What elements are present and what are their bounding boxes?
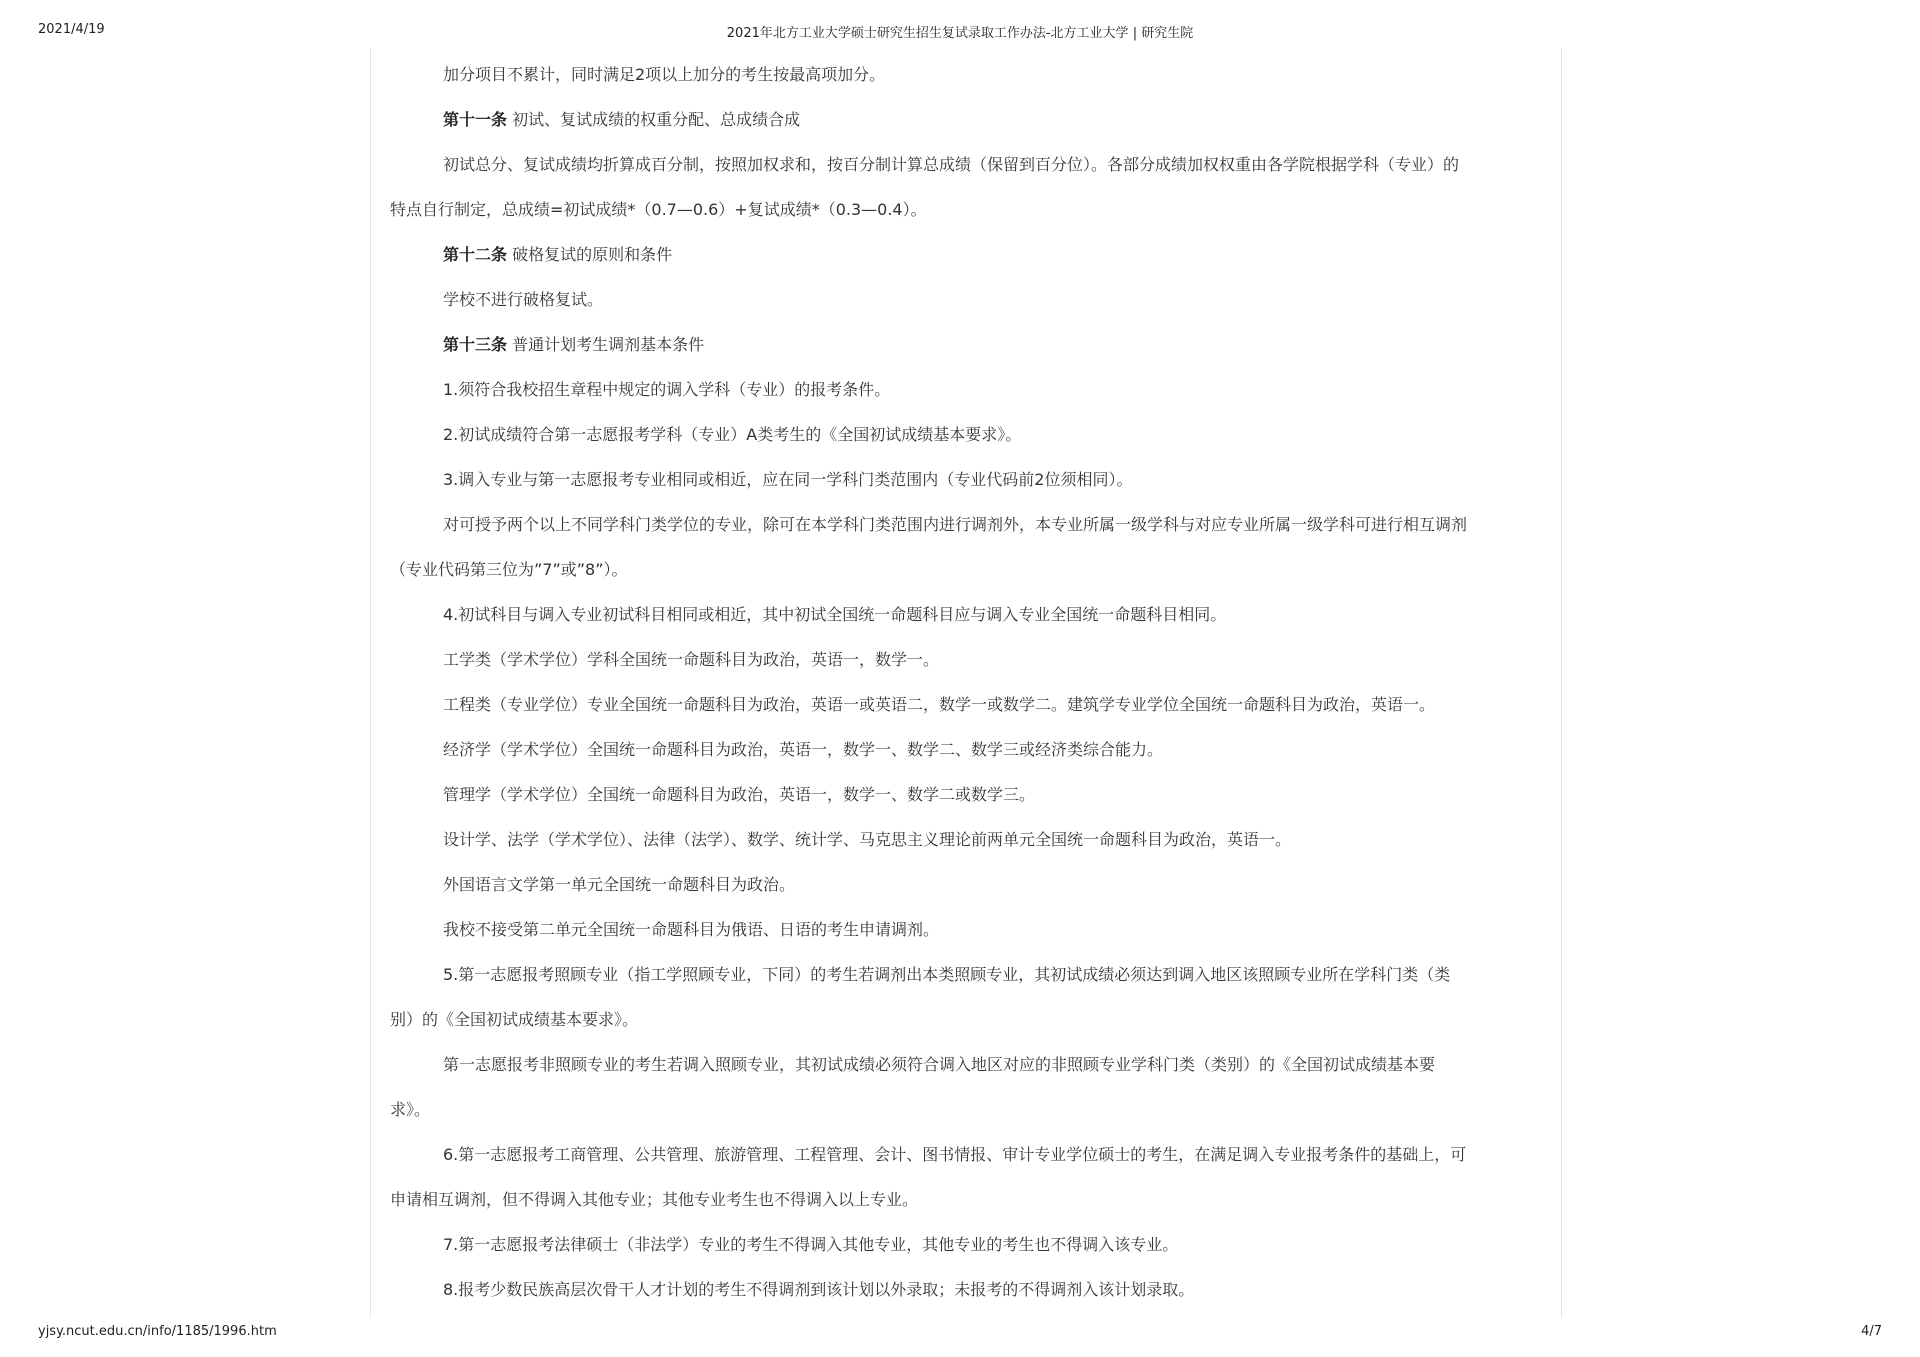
condition-item: 7.第一志愿报考法律硕士（非法学）专业的考生不得调入其他专业，其他专业的考生也不得调入该专业。 — [443, 1235, 1179, 1254]
paragraph-continuation: 特点自行制定，总成绩=初试成绩*（0.7—0.6）+复试成绩*（0.3—0.4）。 — [390, 200, 927, 219]
condition-item: 1.须符合我校招生章程中规定的调入学科（专业）的报考条件。 — [443, 380, 891, 399]
condition-item: 6.第一志愿报考工商管理、公共管理、旅游管理、工程管理、会计、图书情报、审计专业学位硕士的考生，在满足调入专业报考条件的基础上，可 — [443, 1145, 1467, 1164]
article-heading-13 — [390, 322, 1550, 367]
article-label: 第十三条 — [443, 335, 508, 354]
article-title: 初试、复试成绩的权重分配、总成绩合成 — [507, 110, 801, 129]
article-body — [390, 52, 1550, 1312]
condition-item: 4.初试科目与调入专业初试科目相同或相近，其中初试全国统一命题科目应与调入专业全国统一命题科目相同。 — [443, 605, 1227, 624]
condition-item: 5.第一志愿报考照顾专业（指工学照顾专业，下同）的考生若调剂出本类照顾专业，其初试成绩必须达到调入地区该照顾专业所在学科门类（类 — [443, 965, 1451, 984]
paragraph: 对可授予两个以上不同学科门类学位的专业，除可在本学科门类范围内进行调剂外，本专业所属一级学科与对应专业所属一级学科可进行相互调剂 — [443, 515, 1468, 534]
article-label: 第十一条 — [443, 110, 508, 129]
paragraph-continuation: 别）的《全国初试成绩基本要求》。 — [390, 1010, 639, 1029]
article-label: 第十二条 — [443, 245, 508, 264]
article-title: 破格复试的原则和条件 — [507, 245, 673, 264]
paragraph: 经济学（学术学位）全国统一命题科目为政治，英语一，数学一、数学二、数学三或经济类综合能力。 — [443, 740, 1164, 759]
print-date: 2021/4/19 — [38, 22, 105, 37]
paragraph: 管理学（学术学位）全国统一命题科目为政治，英语一，数学一、数学二或数学三。 — [443, 785, 1036, 804]
paragraph: 工学类（学术学位）学科全国统一命题科目为政治，英语一，数学一。 — [443, 650, 940, 669]
paragraph: 加分项目不累计，同时满足2项以上加分的考生按最高项加分。 — [443, 65, 886, 84]
paragraph-continuation: 申请相互调剂，但不得调入其他专业；其他专业考生也不得调入以上专业。 — [390, 1190, 919, 1209]
paragraph: 外国语言文学第一单元全国统一命题科目为政治。 — [443, 875, 796, 894]
article-title: 普通计划考生调剂基本条件 — [507, 335, 705, 354]
print-page-number: 4/7 — [1861, 1324, 1882, 1339]
condition-item: 3.调入专业与第一志愿报考专业相同或相近，应在同一学科门类范围内（专业代码前2位须相同）。 — [443, 470, 1133, 489]
condition-item: 8.报考少数民族高层次骨干人才计划的考生不得调剂到该计划以外录取；未报考的不得调剂入该计划录取。 — [443, 1280, 1195, 1299]
article-heading-12 — [390, 232, 1550, 277]
paragraph: 我校不接受第二单元全国统一命题科目为俄语、日语的考生申请调剂。 — [443, 920, 940, 939]
condition-item: 2.初试成绩符合第一志愿报考学科（专业）A类考生的《全国初试成绩基本要求》。 — [443, 425, 1022, 444]
paragraph: 初试总分、复试成绩均折算成百分制，按照加权求和，按百分制计算总成绩（保留到百分位）。各部分成绩加权权重由各学院根据学科（专业）的 — [443, 155, 1460, 174]
paragraph: 学校不进行破格复试。 — [443, 290, 604, 309]
print-page-title: 2021年北方工业大学硕士研究生招生复试录取工作办法-北方工业大学 | 研究生院 — [726, 26, 1194, 41]
print-url: yjsy.ncut.edu.cn/info/1185/1996.htm — [38, 1324, 277, 1339]
paragraph: 工程类（专业学位）专业全国统一命题科目为政治，英语一或英语二，数学一或数学二。建筑学专业学位全国统一命题科目为政治，英语一。 — [443, 695, 1436, 714]
paragraph-continuation: （专业代码第三位为”7”或”8”）。 — [390, 560, 628, 579]
paragraph: 第一志愿报考非照顾专业的考生若调入照顾专业，其初试成绩必须符合调入地区对应的非照顾专业学科门类（类别）的《全国初试成绩基本要 — [443, 1055, 1436, 1074]
paragraph: 设计学、法学（学术学位）、法律（法学）、数学、统计学、马克思主义理论前两单元全国统一命题科目为政治，英语一。 — [443, 830, 1292, 849]
paragraph-continuation: 求》。 — [390, 1100, 431, 1119]
article-heading-11 — [390, 97, 1550, 142]
